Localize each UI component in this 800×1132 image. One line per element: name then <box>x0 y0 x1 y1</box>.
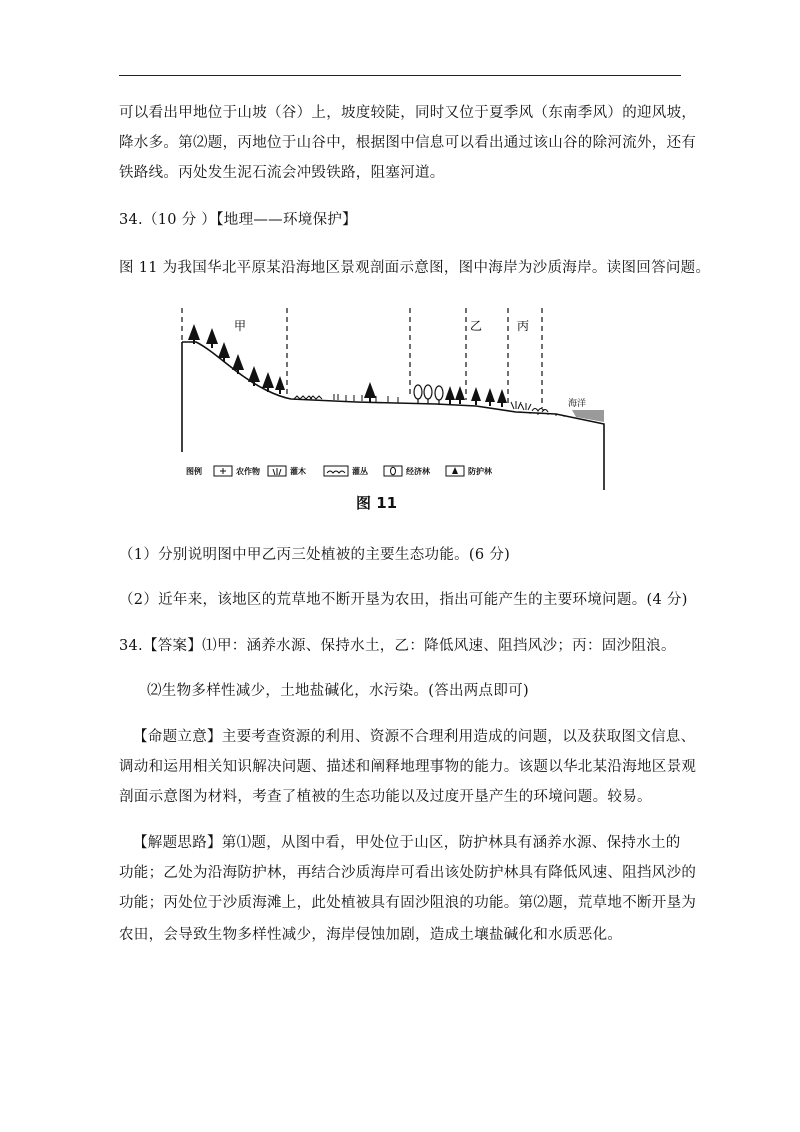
figure-caption: 图 11 <box>356 494 398 512</box>
question-heading: 34.（10 分 ）【地理——环境保护】 <box>119 212 357 228</box>
intent-line: 剖面示意图为材料，考查了植被的生态功能以及过度开垦产生的环境问题。较易。 <box>119 789 652 805</box>
legend-shrub-icon <box>273 468 281 475</box>
legend-econ-label: 经济林 <box>406 467 430 476</box>
zone-label-bing: 丙 <box>517 319 530 333</box>
figure-legend <box>186 466 493 476</box>
sea-label: 海洋 <box>568 399 587 409</box>
answer-part-2: ⑵生物多样性减少，土地盐碱化，水污染。(答出两点即可) <box>147 683 529 699</box>
zone-label-yi: 乙 <box>470 319 483 333</box>
paragraph-line: 降水多。第⑵题，丙地位于山谷中，根据图中信息可以看出通过该山谷的除河流外，还有 <box>119 135 697 151</box>
question-2: （2）近年来，该地区的荒草地不断开垦为农田，指出可能产生的主要环境问题。(4 分) <box>119 592 688 608</box>
question-intro: 图 11 为我国华北平原某沿海地区景观剖面示意图，图中海岸为沙质海岸。读图回答问题。 <box>119 260 711 276</box>
paragraph-line: 可以看出甲地位于山坡（谷）上，坡度较陡，同时又位于夏季风（东南季风）的迎风坡， <box>119 105 697 121</box>
zone-label-jia: 甲 <box>234 319 247 333</box>
paragraph-line: 铁路线。丙处发生泥石流会冲毁铁路，阻塞河道。 <box>119 165 445 181</box>
legend-econ-icon <box>391 467 396 475</box>
legend-shelter-icon <box>452 467 458 474</box>
shelter-forest-jia <box>188 324 285 394</box>
economic-forest <box>414 385 443 405</box>
shelter-tree-plain <box>364 382 376 402</box>
intent-line: 调动和运用相关知识解决问题、描述和阐释地理事物的能力。该题以华北某沿海地区景观 <box>119 759 697 775</box>
legend-bush-label: 灌丛 <box>352 467 368 476</box>
legend-crop-label: 农作物 <box>236 467 260 476</box>
answer-heading: 34.【答案】⑴甲：涵养水源、保持水土，乙：降低风速、阻挡风沙；丙：固沙阻浪。 <box>119 638 676 654</box>
header-rule <box>119 75 681 76</box>
legend-bush-icon <box>327 471 345 473</box>
legend-crop-icon <box>220 468 226 474</box>
solution-line: 农田，会导致生物多样性减少，海岸侵蚀加剧，造成土壤盐碱化和水质恶化。 <box>119 927 623 943</box>
intent-line: 【命题立意】主要考查资源的利用、资源不合理利用造成的问题，以及获取图文信息、 <box>133 729 696 745</box>
solution-line: 【解题思路】第⑴题，从图中看，甲处位于山区，防护林具有涵养水源、保持水土的 <box>133 835 681 851</box>
legend-title: 图例 <box>186 467 202 476</box>
landscape-profile-figure <box>176 300 616 490</box>
legend-shelter-label: 防护林 <box>468 467 492 476</box>
question-1: （1）分别说明图中甲乙丙三处植被的主要生态功能。(6 分) <box>119 547 511 563</box>
shelter-forest-yi <box>445 386 507 407</box>
legend-shrub-label: 灌木 <box>290 467 306 476</box>
solution-line: 功能；乙处为沿海防护林，再结合沙质海岸可看出该处防护林具有降低风速、阻挡风沙的 <box>119 865 697 881</box>
solution-line: 功能；丙处位于沙质海滩上，此处植被具有固沙阻浪的功能。第⑵题，荒草地不断开垦为 <box>119 895 697 911</box>
